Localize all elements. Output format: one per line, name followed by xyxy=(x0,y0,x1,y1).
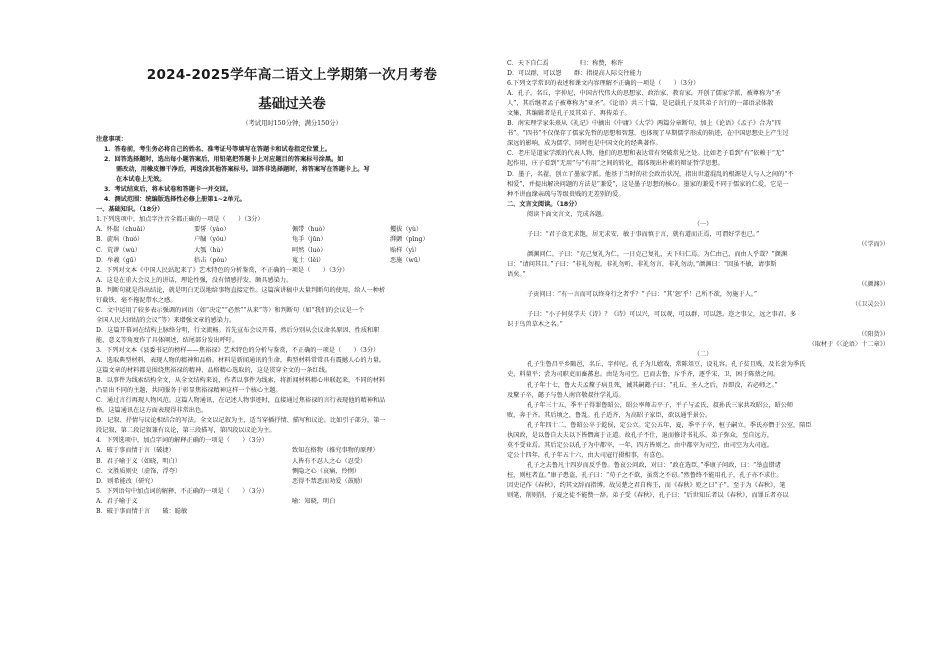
passage-line: 孔子之去鲁凡十四岁而反乎鲁。鲁哀公问政，对曰：“政在选臣。”季康子问政，曰：“举直错诸 xyxy=(527,461,781,469)
passage-number: （一） xyxy=(693,220,713,228)
question-stem: 6.下列文学常识的表述和课文内容理解不正确的一项是（ ）（3分） xyxy=(507,80,700,88)
option: A．君子喻于义 xyxy=(96,497,138,505)
notes-heading: 注意事项： xyxy=(96,136,127,143)
note-line: 4．测试范围：统编版选择性必修上册第1~2单元。 xyxy=(104,196,246,204)
passage-line: 及釐子卒，懿子与鲁人南宫敬叔往学礼焉。 xyxy=(507,391,625,399)
option: C．文胜质则史（虚饰，浮夸） xyxy=(96,467,182,475)
passage-line: 枉，则枉者直。”康子患盗，孔子曰：“苟子之不欲，虽赏之不窃。”然鲁终不能用孔子，孔子亦不求仕。 xyxy=(507,471,783,479)
question-stem: 1.下列选项中，加点字注音全都正确的一项是（ ）（3分） xyxy=(96,216,264,224)
option-line: 深远的影响，成为儒学，同时也是中国文化的经典著作。 xyxy=(507,140,662,148)
option: 攫拔（yù） xyxy=(390,226,423,234)
exam-subtitle: 基础过关卷 xyxy=(258,96,326,112)
time-note: （考试用时150分钟，满分150分） xyxy=(242,120,342,127)
passage-source: （《颜渊》） xyxy=(858,281,889,289)
passage-line: 语矣。” xyxy=(507,270,526,278)
exam-title: 2024-2025学年高二语文上学期第一次月考卷 xyxy=(146,67,438,83)
question-options xyxy=(96,446,488,456)
option-line: B．南宋理学家朱熹从《礼记》中摘出《中庸》《大学》两篇分章断句，加上《论语》《孟子》合为“四 xyxy=(507,120,781,128)
passage-line: 孔子年十七，鲁大夫孟釐子病且死，诫其嗣懿子曰：“孔丘，圣人之后，吾即没，若必师之。” xyxy=(527,381,778,389)
passage-line: 孔子生鲁昌平乡陬邑，名丘，字仲尼。孔子为儿嬉戏，常陈俎豆，设礼容。孔子贫且贱，及长尝为季氏 xyxy=(527,361,806,369)
option-line: D．墨子，名翟，创立了墨家学派。他基于当时的社会政治状况，指出世道混乱的根源是人与人之间的“不 xyxy=(507,170,794,178)
passage-source: （取材于《〈论语〉十二章》） xyxy=(808,341,889,349)
passage-line: 曰：“请问其目。”子曰：“非礼勿视，非礼勿听，非礼勿言，非礼勿动。”颜渊曰：“回虽不敏，请事斯 xyxy=(507,260,777,268)
option: 嵬土（lěi） xyxy=(292,256,325,264)
option-line: C．天下自仁焉 归：称赞，称许 xyxy=(507,60,624,67)
question-options xyxy=(96,246,488,256)
passage-source: （《学而》） xyxy=(858,240,889,248)
option: 恻隐之心（哀痛，怜悯） xyxy=(292,467,361,475)
question-stem: 2．下列对文本《中国人民站起来了》艺术特色的分析鉴赏，不正确的一项是（ ）（3分） xyxy=(96,266,349,274)
left-column xyxy=(96,0,488,672)
question-options xyxy=(96,457,488,467)
passage-line: 则笔，削则削，子夏之徒不能赞一辞。弟子受《春秋》，孔子曰：“后世知丘者以《春秋》，而罪丘者亦以 xyxy=(507,492,789,500)
passage-line: 子曰：“君子食无求饱，居无求安，敏于事而慎于言，就有道而正焉，可谓好学也已。” xyxy=(527,230,760,238)
option-line: 钉截铁、毫不拖泥带水之感。 xyxy=(96,296,177,304)
option-line: D．这篇开幕词在结构上脉络分明，行文流畅。首先宣布会议开幕，然后分别从会议命名原因、性质和职 xyxy=(96,326,380,334)
note-line: 在本试卷上无效。 xyxy=(116,176,166,184)
note-line: 1．答卷前，考生务必将自己的姓名、准考证号等填写在答题卡和试卷指定位置上。 xyxy=(104,146,332,154)
question-stem: 3．下列对文本《县委书记的榜样——焦裕禄》艺术特色的分析与鉴赏，不正确的一项是（ ）（3分） xyxy=(96,346,380,354)
question-options xyxy=(96,235,488,245)
option-line: 文集，其编辑者是孔子及其弟子、再传弟子。 xyxy=(507,110,631,118)
passage-source: （《卫灵公》） xyxy=(851,301,889,309)
passage-line: 莫不受业焉。其后定公以孔子为中都宰，一年，四方皆则之。由中都宰为司空，由司空为大司寇。 xyxy=(507,441,774,449)
option-line: B．破于事而情于言 破：聪敏 xyxy=(96,507,188,515)
passage-line: 执国政，是以鲁自大夫以下皆僭离于正道。故孔子不仕，退而修诗书礼乐，弟子弥众，至自远方， xyxy=(507,431,774,439)
option: 恶得不禁恶而劝爱（鼓励） xyxy=(292,477,367,485)
question-stem: 4．下列选项中，加点字词的解释正确的一项是（ ）（3分） xyxy=(96,437,268,445)
option: C．荒谬（wù） xyxy=(96,246,141,254)
passage-line: 败，奔于齐。其后顷之，鲁乱。孔子适齐，为高昭子家臣，欲以通乎景公。 xyxy=(507,411,712,419)
section-heading: 二、文言文阅读。（18分） xyxy=(507,200,581,208)
option: 户牖（yǒu） xyxy=(194,236,230,244)
option-line: 能、意义等角度作了具体阐述，结尾部分发出呼吁。 xyxy=(96,336,239,344)
passage-source: （《阳货》） xyxy=(858,331,889,339)
question-options xyxy=(96,497,488,507)
option: 人皆有不忍人之心（忍受） xyxy=(292,457,367,465)
question-options xyxy=(96,477,488,487)
option: B．君子喻于义（如晓，明白） xyxy=(96,457,181,465)
question-stem: 5．下列语句中加点词的解释，不正确的一项是（ ）（3分） xyxy=(96,487,268,495)
passage-line: 史，料量平；尝为司职吏而畜蕃息。由是为司空。已而去鲁，斥乎齐，逐乎宋、卫，困于陈蔡之间。 xyxy=(507,371,780,379)
option-line: 人”，其后继者孟子被尊称为“亚圣”。《论语》共三十篇，是记载孔子及其弟子言行的一部语录体散 xyxy=(507,100,774,108)
option-line: D．记叙、抒情与议论相结合的写法。全文以记叙为主，适当穿插抒情、描写和议论。比如引子部分，第一 xyxy=(96,417,386,425)
option: D．则希能改（研究） xyxy=(96,477,157,485)
option: 贻样（yì） xyxy=(390,246,421,254)
note-line: 2．回答选择题时，选出每小题答案后，用铅笔把答题卡上对应题目的答案标号涂黑。如 xyxy=(104,156,344,164)
option-line: 格。这篇通讯在这方面表现得非常出色。 xyxy=(96,407,208,415)
question-options xyxy=(96,225,488,235)
option-line: 起作用，庄子看到“无用”与“有用”之间的转化，都体现出朴素的辩证哲学思想。 xyxy=(507,160,724,168)
passage-line: 定公十四年，孔子年五十六，由大司寇行摄相事，有喜色。 xyxy=(507,451,668,459)
passage-line: 孔子年四十二，鲁昭公卒于乾侯，定公立。定公五年，夏，季平子卒，桓子嗣立。季氏亦僭于公室，陪臣 xyxy=(527,421,812,429)
option-line: C．文中运用了较多表示强调的词语（如“决定”“必然”“从来”等）和判断句（如“我们的会议是一个 xyxy=(96,306,365,314)
option-line: 全国人民大团结的会议”等）来增强文章的感染力。 xyxy=(96,316,236,324)
option-line: 书”。“四书”不仅保存了儒家先哲的思想和智慧，也体现了早期儒学形成的轨迹，在中国思想史上产生过 xyxy=(507,130,789,138)
section-heading: 一、基础知识。（18分） xyxy=(96,206,164,214)
option-line: C．老庄是道家学派的代表人物，他们的思想和表达常有突破常见之处。比如老子看到“有”依赖于“无” xyxy=(507,150,785,158)
option: A．破于事而情于言（破捷） xyxy=(96,447,175,455)
option: 湃颤（pīng） xyxy=(390,236,429,244)
passage-number: （二） xyxy=(693,351,713,359)
passage-line: 识于鸟兽草木之名。” xyxy=(507,321,563,329)
option-line: C．通过言行再现人物风范。这篇人物通讯，在记述人物事迹时，直接通过焦裕禄的言行表现他的精神和品 xyxy=(96,397,386,405)
option: 掊击（pǒu） xyxy=(194,256,231,264)
instruction-line: 阅读下面文言文，完成各题。 xyxy=(527,210,608,218)
question-options xyxy=(96,256,488,266)
passage-line: 因史记作《春秋》，约其文辞而指博。故吴楚之君自称王，而《春秋》贬之曰“子”。至于为《春秋》，笔 xyxy=(507,481,786,489)
option: A．怀揣（chuǎi） xyxy=(96,226,149,234)
right-column xyxy=(507,0,899,672)
option-line: 这篇文章的材料都是围绕焦裕禄的精神、品格精心选取的，这是贯穿全文的一条红线。 xyxy=(96,367,332,375)
option-line: B．判断句就是得出结论，就是明白无误地给事物直接定性。这篇演讲稿中大量判断句的使用，给人一种析 xyxy=(96,286,386,294)
note-line: 3．考试结束后，将本试卷和答题卡一并交回。 xyxy=(104,186,233,194)
option: 要誓（yào） xyxy=(194,226,230,234)
option-line: D．可以群，可以怨 群：指提高人际交往能力 xyxy=(507,70,642,78)
option: 恶施（wū） xyxy=(390,256,425,264)
option-line: A．孔子，名丘，字仲尼，中国古代伟大的思想家、政治家、教育家，开创了儒家学派，被尊称为“圣 xyxy=(507,90,781,98)
option-line: B．以事件为线索结构全文，从全文结构来说，作者以事件为线索，将新闻材料精心串联起来，不同的材料 xyxy=(96,377,386,385)
option-line: A．选取典型材料，表现人物的精神和品格。材料是新闻通讯的生命，典型材料常常具有震撼人心的力量。 xyxy=(96,357,386,365)
note-line: 需改动，用橡皮擦干净后，再选涂其他答案标号。回答非选择题时，将答案写在答题卡上。写 xyxy=(116,166,370,174)
passage-line: 子贡问曰：“有一言而可以终身行之者乎？”子曰：“其‘恕’乎！己所不欲，勿施于人。” xyxy=(527,291,758,299)
option: D．牟羲（gū） xyxy=(96,256,140,264)
option: 龟手（jūn） xyxy=(292,236,327,244)
option-line: 凸显出不同的主题，共同服务于彰显焦裕禄精神这样一个核心主题。 xyxy=(96,387,282,395)
option-line: 段记叙，第二段记叙兼有议论，第三段描写，第四段以议论为主。 xyxy=(96,427,276,435)
option: 致知在格物（推究事物的原理） xyxy=(292,447,379,455)
option: 呵然（luò） xyxy=(292,246,327,254)
passage-line: 孔子年三十五，季平子得罪鲁昭公，昭公率师击平子，平子与孟氏、叔孙氏三家共攻昭公，昭公师 xyxy=(527,401,794,409)
option: B．旋埚（huó） xyxy=(96,236,144,244)
option: 佩带（huò） xyxy=(292,226,329,234)
option: 喻：知晓，明白 xyxy=(292,497,336,505)
passage-line: 子曰：“小子何莫学夫《诗》？《诗》可以兴，可以观，可以群，可以怨。迩之事父，远之事君。多 xyxy=(527,311,797,319)
option-line: 相爱”，并提出解决问题的方法是“兼爱”，这是墨子思想的核心。墨家的兼爱不同于儒家的仁爱，它是一 xyxy=(507,180,789,188)
passage-line: 颜渊问仁。子曰：“克己复礼为仁。一日克己复礼，天下归仁焉。为仁由己，而由人乎哉？”颜渊 xyxy=(527,250,788,258)
option: 大瓠（hù） xyxy=(194,246,227,254)
option-line: A．这是在重大会议上的讲话，理论性强，没有情感抒发，颇具感染力。 xyxy=(96,276,293,284)
option-line: 种不讲血缘亲疏与等级贵贱的无差别的爱。 xyxy=(507,190,625,198)
question-options xyxy=(96,467,488,477)
